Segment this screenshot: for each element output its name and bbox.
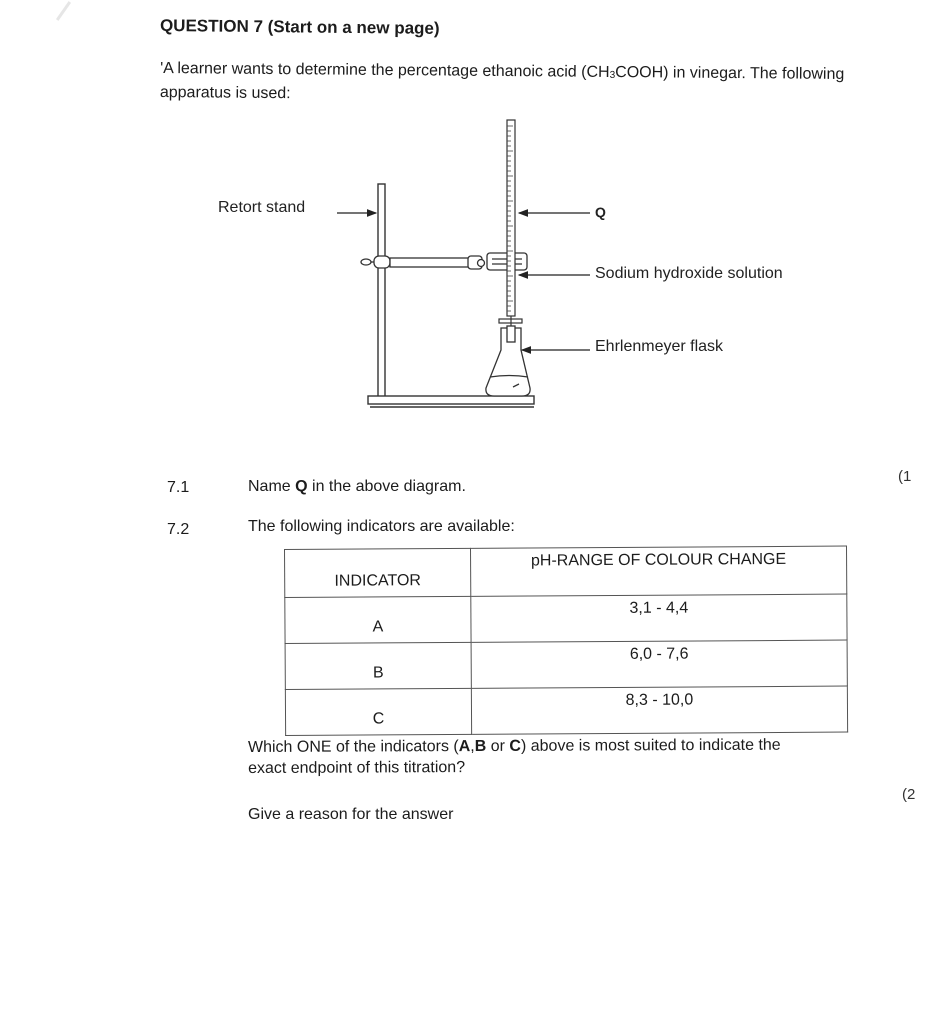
- q71-text-after: in the above diagram.: [307, 478, 466, 495]
- followup-line-2: exact endpoint of this titration?: [248, 759, 466, 777]
- indicator-range: 8,3 - 10,0: [471, 686, 847, 734]
- option-c: C: [509, 737, 522, 755]
- intro-subscript: 3: [609, 69, 616, 81]
- marks-7-1: (1: [898, 468, 912, 485]
- question-number-7-1: 7.1: [167, 479, 190, 496]
- marks-7-2: (2: [902, 786, 916, 803]
- table-row: [285, 640, 847, 689]
- indicator-name: C: [285, 688, 471, 735]
- header-ph-range: pH-RANGE OF COLOUR CHANGE: [470, 546, 846, 596]
- header-indicator: INDICATOR: [285, 548, 471, 597]
- indicator-name: B: [285, 642, 471, 689]
- followup-comma: ,: [470, 738, 475, 756]
- table-header-row: [285, 546, 847, 597]
- indicator-range: 6,0 - 7,6: [471, 640, 847, 688]
- followup-or: or: [486, 737, 510, 755]
- indicator-name: A: [285, 596, 471, 643]
- table-row: [285, 686, 847, 735]
- label-sodium-hydroxide: Sodium hydroxide solution: [595, 265, 783, 282]
- q71-text-bold: Q: [295, 478, 308, 495]
- followup-which-2: ) above is most suited to indicate the: [520, 736, 781, 755]
- burette: [499, 120, 522, 330]
- erlenmeyer-flask: [486, 326, 530, 396]
- q71-text-before: Name: [248, 478, 296, 495]
- followup-which-1: Which ONE of the indicators (: [247, 738, 459, 756]
- question-number-7-2: 7.2: [167, 521, 190, 538]
- label-retort-stand: Retort stand: [218, 199, 306, 216]
- question-title: QUESTION 7 (Start on a new page): [159, 16, 440, 38]
- label-erlenmeyer-flask: Ehrlenmeyer flask: [595, 338, 724, 355]
- intro-text-part1: 'A learner wants to determine the percentage ethanoic acid (CH: [160, 60, 610, 81]
- followup-reason: Give a reason for the answer: [248, 806, 454, 823]
- indicator-range: 3,1 - 4,4: [471, 594, 847, 642]
- question-text-7-2: The following indicators are available:: [248, 518, 515, 535]
- clamp: [361, 253, 527, 270]
- indicator-table: [284, 546, 848, 736]
- titration-apparatus-diagram: [0, 0, 950, 440]
- option-a: A: [458, 738, 471, 756]
- followup-question: [248, 734, 888, 779]
- question-text-7-1: [248, 478, 466, 496]
- option-b: B: [474, 737, 487, 756]
- intro-text-part2: COOH) in vinegar. The following apparatus is used:: [159, 63, 845, 103]
- table-row: [285, 594, 847, 643]
- label-q: Q: [595, 204, 606, 220]
